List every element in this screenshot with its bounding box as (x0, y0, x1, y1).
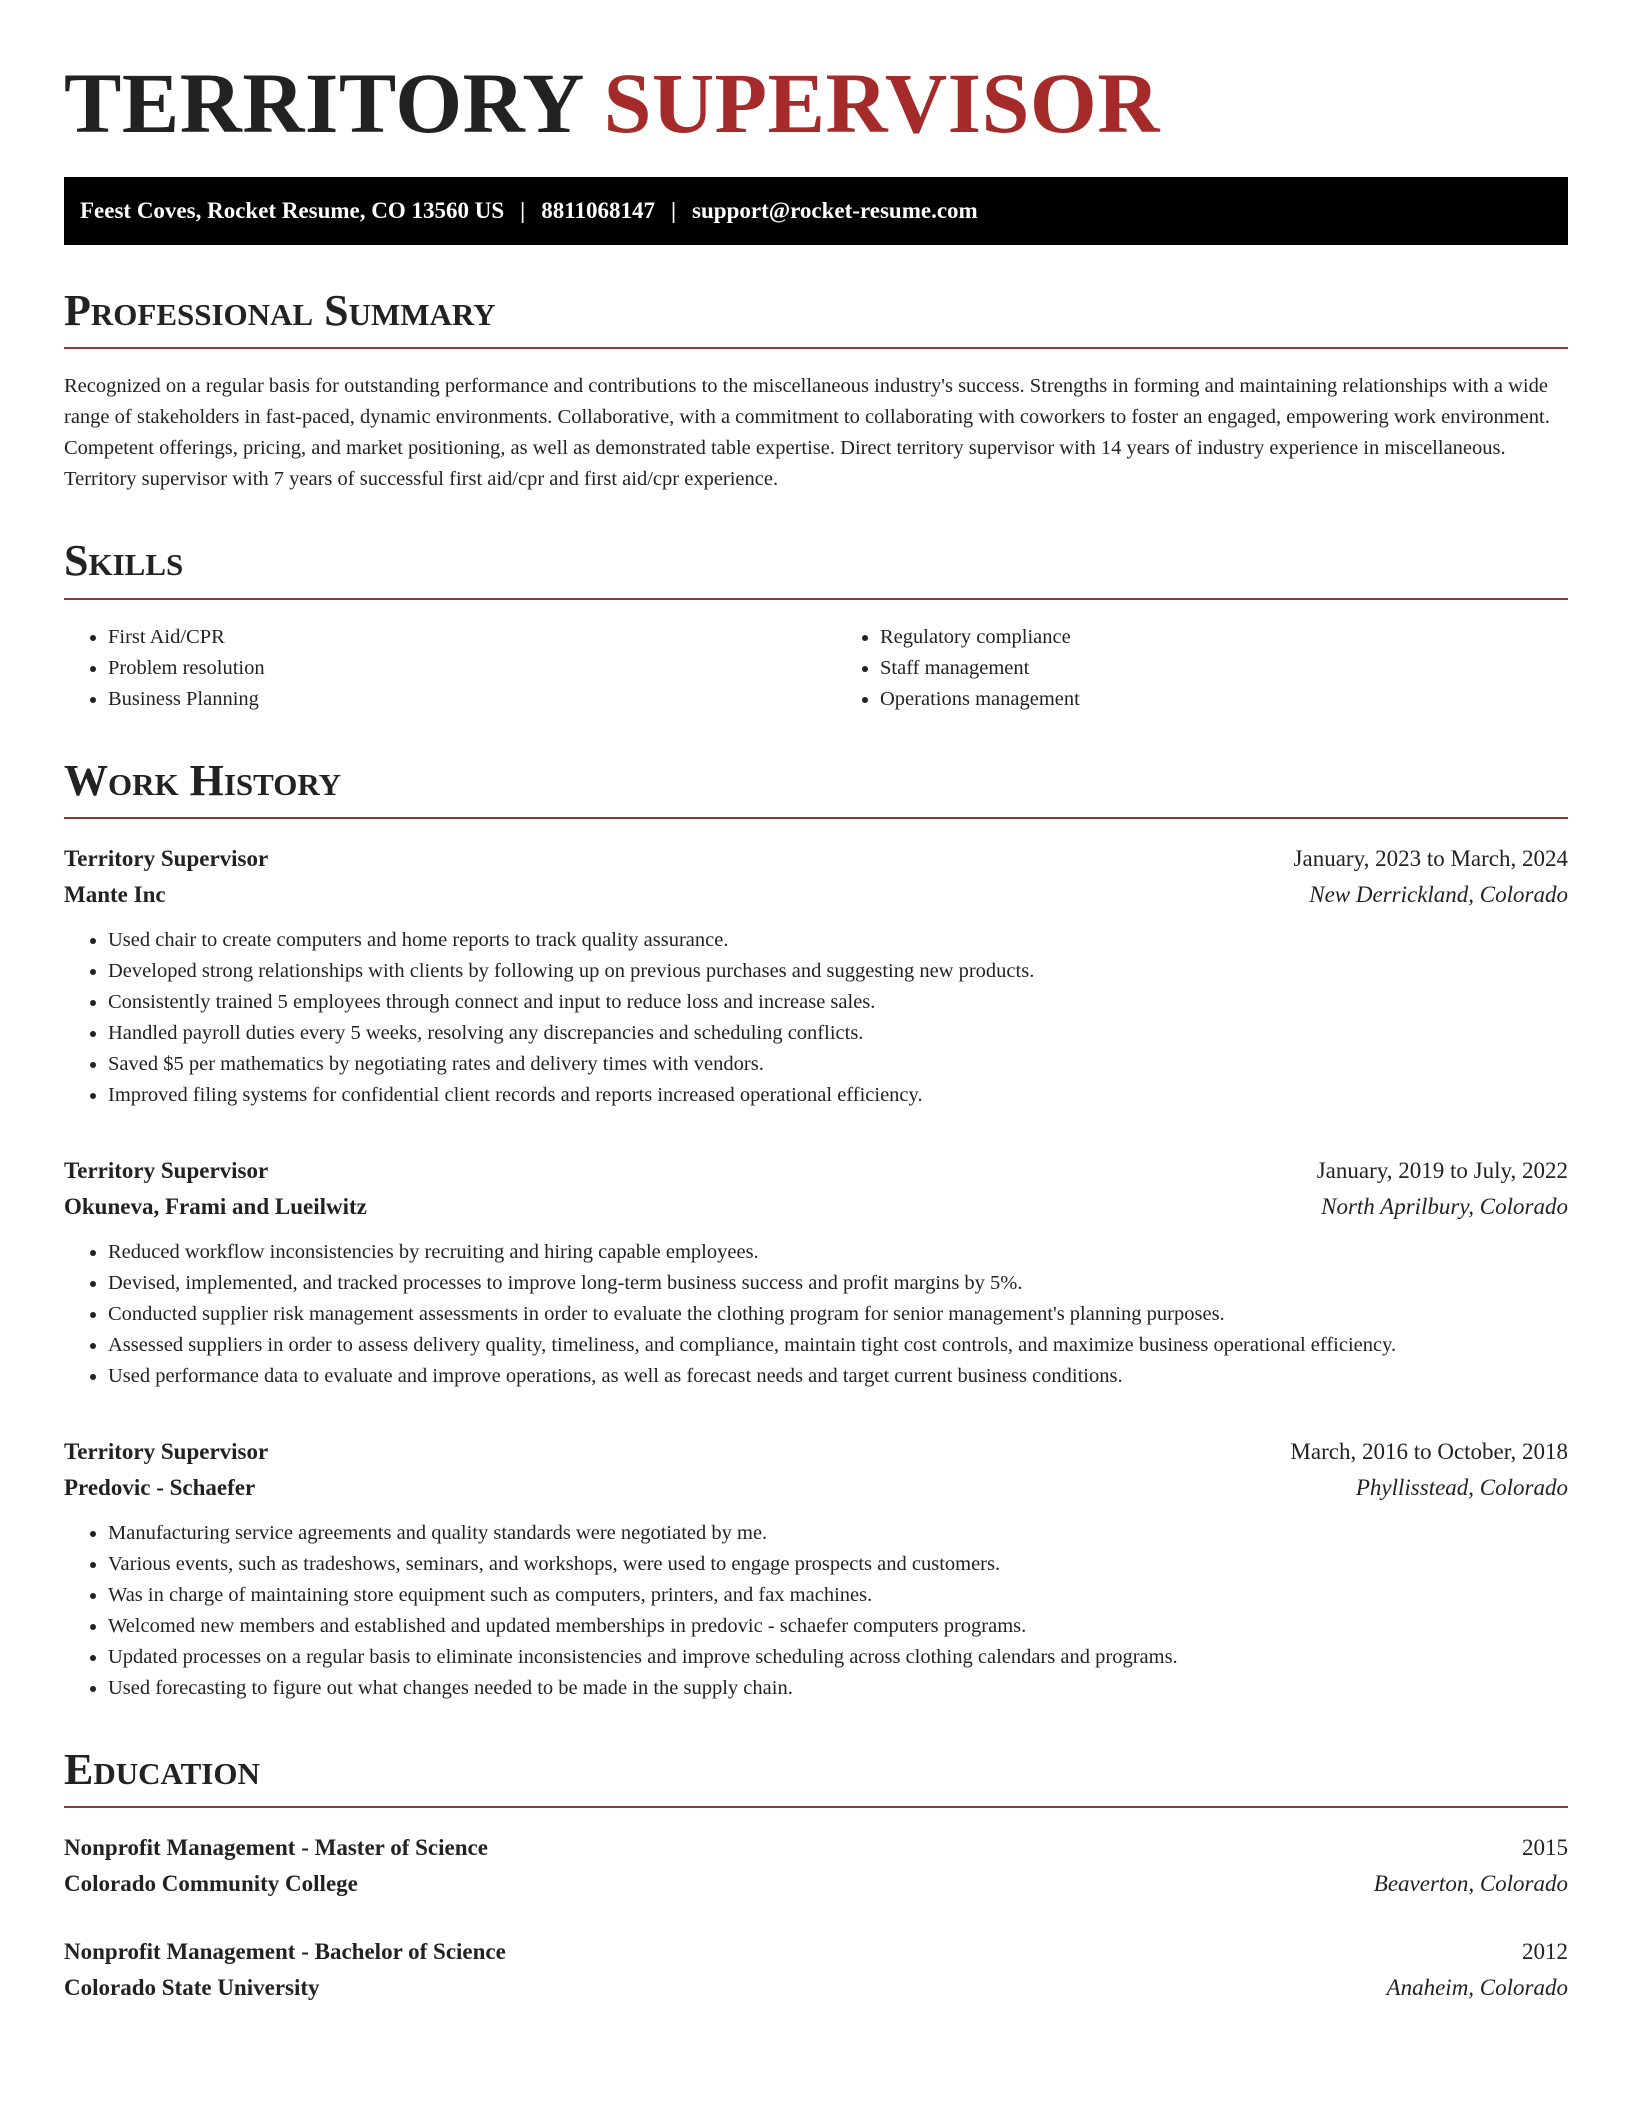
section-heading-summary: Professional Summary (64, 285, 496, 335)
job-location: New Derrickland, Colorado (1309, 882, 1568, 908)
job-title: Territory Supervisor (64, 1158, 269, 1184)
title-part-1: TERRITORY (64, 55, 582, 151)
contact-bar (64, 177, 1568, 245)
job-company: Predovic - Schaefer (64, 1475, 256, 1501)
job-entry (64, 1153, 1568, 1392)
education-year: 2012 (1522, 1939, 1568, 1965)
job-bullet: • Devised, implemented, and tracked processes to improve long-term business success and profit margins by 5%. (108, 1268, 1568, 1299)
section-divider (64, 817, 1568, 819)
job-bullet: • Used forecasting to figure out what changes needed to be made in the supply chain. (108, 1673, 1568, 1704)
job-bullet: • Handled payroll duties every 5 weeks, resolving any discrepancies and scheduling conflicts. (108, 1018, 1568, 1049)
job-bullet: • Welcomed new members and established and updated memberships in predovic - schaefer computers programs. (108, 1611, 1568, 1642)
job-bullet: • Consistently trained 5 employees through connect and input to reduce loss and increase sales. (108, 987, 1568, 1018)
skills-section (64, 537, 1568, 714)
summary-text: Recognized on a regular basis for outstanding performance and contributions to the miscellaneous industry's success. Strengths in forming and maintaining relationships with a wide range of stakeholders in fast-paced, dynamic environments. Collaborative, with a commitment to collaborating with coworkers to foster an engaged, empowering work environment. Competent offerings, pricing, and market positioning, as well as demonstrated table expertise. Direct territory supervisor with 14 years of industry experience in miscellaneous. Territory supervisor with 7 years of successful first aid/cpr and first aid/cpr experience. (64, 375, 1550, 491)
education-entry (64, 1934, 1568, 2006)
education-location: Anaheim, Colorado (1386, 1975, 1568, 2001)
skills-grid (64, 622, 1568, 715)
skills-list-right (836, 622, 1568, 715)
education-location: Beaverton, Colorado (1373, 1871, 1568, 1897)
contact-separator: | (520, 197, 526, 223)
skill-item: • Regulatory compliance (880, 622, 1568, 653)
job-bullet: • Updated processes on a regular basis to eliminate inconsistencies and improve scheduling across clothing calendars and programs. (108, 1642, 1568, 1673)
job-dates: March, 2016 to October, 2018 (1290, 1439, 1568, 1465)
section-heading-education: Education (64, 1745, 260, 1795)
contact-phone: 8811068147 (541, 197, 655, 223)
job-dates: January, 2019 to July, 2022 (1316, 1158, 1568, 1184)
job-bullet: • Used performance data to evaluate and improve operations, as well as forecast needs and target current business conditions. (108, 1361, 1568, 1392)
skill-item: • First Aid/CPR (108, 622, 796, 653)
job-entry (64, 841, 1568, 1111)
resume-title (64, 54, 1568, 153)
job-bullet: • Developed strong relationships with clients by following up on previous purchases and suggesting new products. (108, 956, 1568, 987)
job-company: Okuneva, Frami and Lueilwitz (64, 1194, 367, 1220)
contact-separator: | (670, 197, 677, 223)
skill-item: • Problem resolution (108, 653, 796, 684)
education-degree: Nonprofit Management - Bachelor of Science (64, 1939, 506, 1965)
education-degree: Nonprofit Management - Master of Science (64, 1835, 488, 1861)
job-bullets (64, 1518, 1568, 1704)
job-location: Phyllisstead, Colorado (1355, 1475, 1568, 1501)
education-school: Colorado Community College (64, 1871, 358, 1897)
contact-address: Feest Coves, Rocket Resume, CO 13560 US (80, 197, 505, 223)
education-entry (64, 1830, 1568, 1902)
job-bullets (64, 925, 1568, 1111)
job-title: Territory Supervisor (64, 846, 269, 872)
section-divider (64, 598, 1568, 600)
skill-item: • Operations management (880, 684, 1568, 715)
section-divider (64, 347, 1568, 349)
job-bullets (64, 1237, 1568, 1392)
title-part-2: SUPERVISOR (603, 55, 1160, 151)
job-bullet: • Various events, such as tradeshows, seminars, and workshops, were used to engage prospects and customers. (108, 1549, 1568, 1580)
job-bullet: • Conducted supplier risk management assessments in order to evaluate the clothing program for senior management's planning purposes. (108, 1299, 1568, 1330)
job-dates: January, 2023 to March, 2024 (1293, 846, 1568, 872)
job-bullet: • Was in charge of maintaining store equipment such as computers, printers, and fax machines. (108, 1580, 1568, 1611)
section-divider (64, 1806, 1568, 1808)
job-title: Territory Supervisor (64, 1439, 269, 1465)
work-history-section (64, 757, 1568, 1704)
skill-item: • Staff management (880, 653, 1568, 684)
skill-item: • Business Planning (108, 684, 796, 715)
job-bullet: • Used chair to create computers and home reports to track quality assurance. (108, 925, 1568, 956)
job-company: Mante Inc (64, 882, 166, 908)
section-heading-work-history: Work History (64, 755, 342, 805)
job-location: North Aprilbury, Colorado (1321, 1194, 1568, 1220)
job-bullet: • Saved $5 per mathematics by negotiating rates and delivery times with vendors. (108, 1049, 1568, 1080)
education-section (64, 1746, 1568, 2006)
job-bullet: • Assessed suppliers in order to assess delivery quality, timeliness, and compliance, maintain tight cost controls, and maximize business operational efficiency. (108, 1330, 1568, 1361)
section-heading-skills: Skills (64, 536, 184, 586)
job-entry (64, 1434, 1568, 1704)
summary-section (64, 287, 1568, 495)
skills-list-left (64, 622, 796, 715)
job-bullet: • Reduced workflow inconsistencies by recruiting and hiring capable employees. (108, 1237, 1568, 1268)
job-bullet: • Manufacturing service agreements and quality standards were negotiated by me. (108, 1518, 1568, 1549)
contact-email[interactable]: support@rocket-resume.com (692, 197, 978, 223)
education-school: Colorado State University (64, 1975, 320, 2001)
job-bullet: • Improved filing systems for confidential client records and reports increased operational efficiency. (108, 1080, 1568, 1111)
education-year: 2015 (1522, 1835, 1568, 1861)
